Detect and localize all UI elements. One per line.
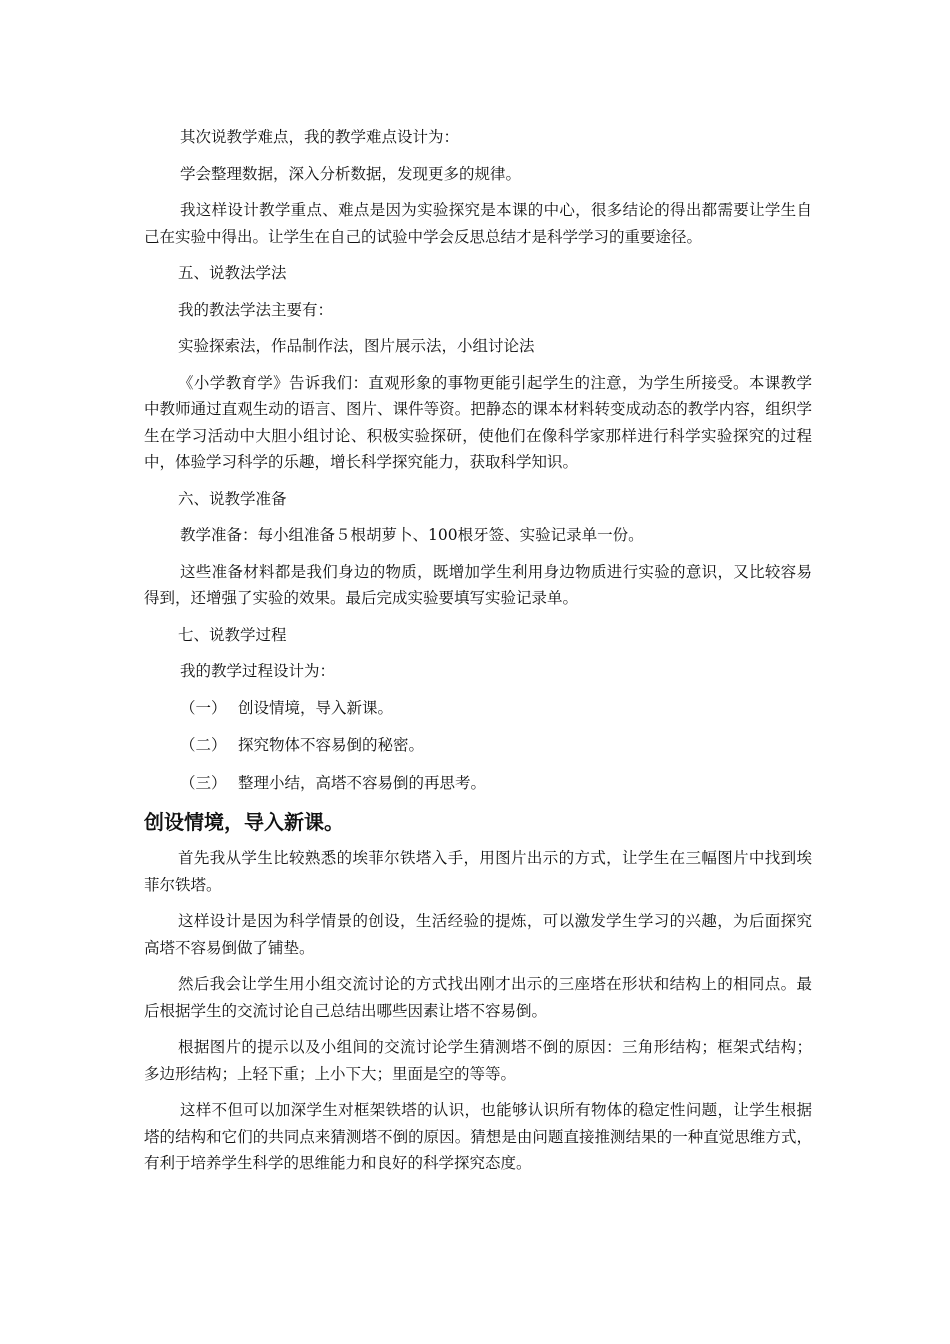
process-list (144, 695, 812, 797)
paragraph-methods-list: 实验探索法，作品制作法，图片展示法，小组讨论法 (178, 337, 535, 355)
heading-teaching-process: 七、说教学过程 (178, 625, 287, 644)
list-item (144, 770, 812, 797)
paragraph-scenario-reason: 这样设计是因为科学情景的创设，生活经验的提炼，可以激发学生学习的兴趣，为后面探究高塔不容易倒做了铺垫。 (144, 912, 812, 957)
paragraph-difficulty-content: 学会整理数据，深入分析数据，发现更多的规律。 (180, 164, 522, 183)
paragraph-methods-intro: 我的教法学法主要有： (178, 300, 334, 319)
paragraph-eiffel-intro: 首先我从学生比较熟悉的埃菲尔铁塔入手，用图片出示的方式，让学生在三幅图片中找到埃菲尔铁塔。 (144, 849, 812, 894)
paragraph-student-guesses: 根据图片的提示以及小组间的交流讨论学生猜测塔不倒的原因：三角形结构；框架式结构；多边形结构；上轻下重；上小下大；里面是空的等等。 (144, 1038, 812, 1083)
list-item (144, 695, 812, 722)
paragraph-preparation-reason: 这些准备材料都是我们身边的物质，既增加学生利用身边物质进行实验的意识，又比较容易得到，还增强了实验的效果。最后完成实验要填写实验记录单。 (144, 562, 812, 607)
paragraph-thinking-benefit: 这样不但可以加深学生对框架铁塔的认识，也能够认识所有物体的稳定性问题，让学生根据塔的结构和它们的共同点来猜测塔不倒的原因。猜想是由问题直接推测结果的一种直觉思维方式，有利于培养学生科学的思维能力和良好的科学探究态度。 (144, 1101, 812, 1172)
list-item-number: （一） (180, 698, 227, 717)
heading-teaching-methods: 五、说教法学法 (178, 264, 287, 282)
list-item-text: 探究物体不容易倒的秘密。 (238, 736, 425, 754)
document-body (144, 124, 812, 1187)
list-item-number: （二） (180, 736, 227, 754)
list-item-number: （三） (180, 773, 227, 792)
paragraph-group-discussion: 然后我会让学生用小组交流讨论的方式找出刚才出示的三座塔在形状和结构上的相同点。最后根据学生的交流讨论自己总结出哪些因素让塔不容易倒。 (144, 975, 812, 1020)
paragraph-design-reason: 我这样设计教学重点、难点是因为实验探究是本课的中心，很多结论的得出都需要让学生自己在实验中得出。让学生在自己的试验中学会反思总结才是科学学习的重要途径。 (144, 201, 812, 246)
list-item (144, 732, 812, 759)
paragraph-pedagogy-quote: 《小学教育学》告诉我们：直观形象的事物更能引起学生的注意，为学生所接受。本课教学中教师通过直观生动的语言、图片、课件等资。把静态的课本材料转变成动态的教学内容，组织学生在学习活动中大胆小组讨论、积极实验探研，使他们在像科学家那样进行科学实验探究的过程中，体验学习科学的乐趣，增长科学探究能力，获取科学知识。 (144, 373, 812, 471)
section-heading: 创设情境，导入新课。 (144, 810, 344, 834)
list-item-text: 整理小结，高塔不容易倒的再思考。 (238, 773, 487, 792)
heading-teaching-preparation: 六、说教学准备 (178, 489, 287, 508)
list-item-text: 创设情境，导入新课。 (238, 698, 394, 717)
paragraph-process-intro: 我的教学过程设计为： (180, 662, 336, 680)
paragraph-preparation-detail: 教学准备：每小组准备５根胡萝卜、100根牙签、实验记录单一份。 (180, 526, 644, 544)
paragraph-difficulty-intro: 其次说教学难点，我的教学难点设计为： (180, 128, 460, 146)
